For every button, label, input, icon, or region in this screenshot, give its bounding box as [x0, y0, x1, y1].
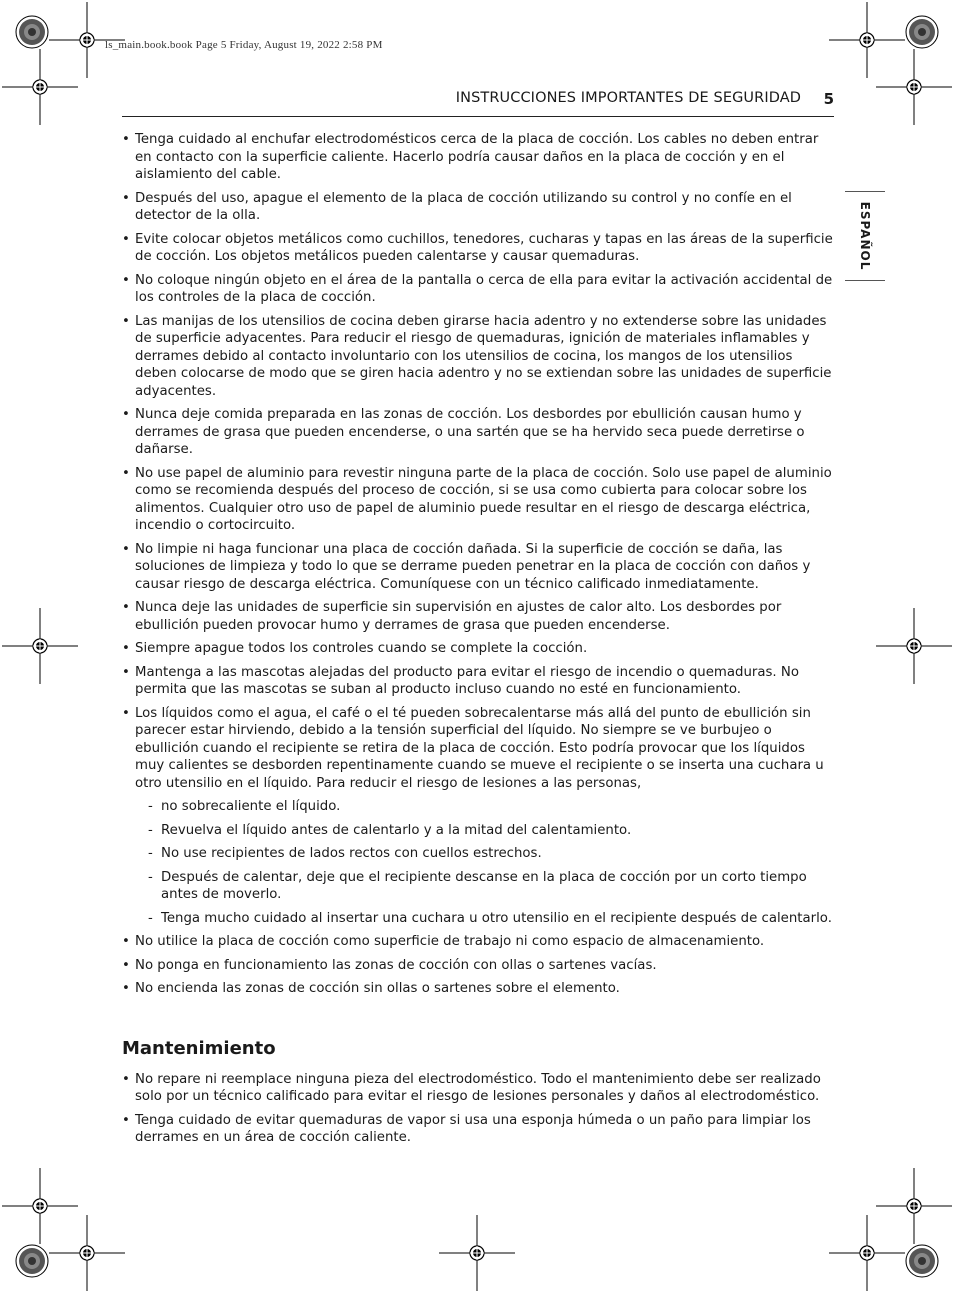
rosette-icon	[16, 16, 48, 48]
crosshair-icon	[829, 1215, 905, 1291]
list-item: • Tenga cuidado de evitar quemaduras de vapor si usa una esponja húmeda o un paño para limpiar los derrames en un área de cocción caliente.	[122, 1112, 834, 1147]
list-item: • Después del uso, apague el elemento de la placa de cocción utilizando su control y no confíe en el detector de la olla.	[122, 190, 834, 225]
crosshair-icon	[876, 1168, 952, 1244]
crosshair-icon	[2, 1168, 78, 1244]
crosshair-icon	[829, 2, 905, 78]
header-title: INSTRUCCIONES IMPORTANTES DE SEGURIDAD	[455, 90, 801, 106]
list-item: • No limpie ni haga funcionar una placa de cocción dañada. Si la superficie de cocción se daña, las soluciones de limpieza y todo lo que se derrame pueden penetrar en la placa de cocción con daños y causar riesgo de descarga eléctrica. Comuníquese con un técnico calificado inmediatamente.	[122, 541, 834, 594]
list-item: • Mantenga a las mascotas alejadas del producto para evitar el riesgo de incendio o quemaduras. No permita que las mascotas se suban al producto incluso cuando no esté en funcionamiento.	[122, 664, 834, 699]
crosshair-icon	[2, 49, 78, 125]
language-label: ESPAÑOL	[858, 201, 872, 271]
sub-list-item: - Después de calentar, deje que el recipiente descanse en la placa de cocción por un corto tiempo antes de moverlo.	[135, 869, 834, 904]
list-item: • No utilice la placa de cocción como superficie de trabajo ni como espacio de almacenamiento.	[122, 933, 834, 951]
rosette-icon	[16, 1245, 48, 1277]
list-item: • Evite colocar objetos metálicos como cuchillos, tenedores, cucharas y tapas en las áreas de la superficie de cocción. Los objetos metálicos pueden calentarse y causar quemaduras.	[122, 231, 834, 266]
sub-list-item: - Tenga mucho cuidado al insertar una cuchara u otro utensilio en el recipiente después de calentarlo.	[135, 910, 834, 928]
list-item: • Las manijas de los utensilios de cocina deben girarse hacia adentro y no extenderse sobre las unidades de superficie adyacentes. Para reducir el riesgo de quemaduras, ignición de materiales inflamables y derrames debido al contacto involuntario con los utensilios de cocina, los mangos de los utensilios deben colocarse de modo que se giren hacia adentro y no se extiendan sobre las unidades de superficie adyacentes.	[122, 313, 834, 401]
list-item: • No ponga en funcionamiento las zonas de cocción con ollas o sartenes vacías.	[122, 957, 834, 975]
crosshair-icon	[876, 608, 952, 684]
list-item: • No encienda las zonas de cocción sin ollas o sartenes sobre el elemento.	[122, 980, 834, 998]
crosshair-icon	[49, 1215, 125, 1291]
print-slug-line: ls_main.book.book Page 5 Friday, August 19, 2022 2:58 PM	[105, 39, 383, 51]
sub-list-item: - No use recipientes de lados rectos con cuellos estrechos.	[135, 845, 834, 863]
crosshair-icon	[49, 2, 125, 78]
rosette-icon	[906, 1245, 938, 1277]
crosshair-icon	[2, 608, 78, 684]
rosette-icon	[906, 16, 938, 48]
list-item: • Tenga cuidado al enchufar electrodomésticos cerca de la placa de cocción. Los cables no deben entrar en contacto con la superficie caliente. Hacerlo podría causar daños en la placa de cocción y en el aislamiento del cable.	[122, 131, 834, 184]
crosshair-icon	[439, 1215, 515, 1291]
list-item-text: Los líquidos como el agua, el café o el té pueden sobrecalentarse más allá del punto de ebullición sin parecer estar hirviendo, debido a la tensión superficial del líquido. No siempre se ve burbujeo o ebullición cuando el recipiente se retira de la placa de cocción. Esto podría provocar que los líquidos muy calientes se desborden repentinamente cuando se mueve el recipiente o se inserta una cuchara u otro utensilio en el líquido. Para reducir el riesgo de lesiones a las personas,	[135, 705, 824, 791]
list-item: • No coloque ningún objeto en el área de la pantalla o cerca de ella para evitar la activación accidental de los controles de la placa de cocción.	[122, 272, 834, 307]
sub-list-item: - no sobrecaliente el líquido.	[135, 798, 834, 816]
list-item: • Nunca deje las unidades de superficie sin supervisión en ajustes de calor alto. Los desbordes por ebullición pueden provocar humo y derrames de grasa que pueden encenderse.	[122, 599, 834, 634]
maintenance-heading: Mantenimiento	[122, 1037, 276, 1059]
page-number: 5	[823, 90, 834, 108]
list-item: • No repare ni reemplace ninguna pieza del electrodoméstico. Todo el mantenimiento debe ser realizado solo por un técnico calificado para evitar el riesgo de lesiones personales y daños al electrodoméstico.	[122, 1071, 834, 1106]
sub-list-item: - Revuelva el líquido antes de calentarlo y a la mitad del calentamiento.	[135, 822, 834, 840]
crosshair-icon	[876, 49, 952, 125]
list-item: • No use papel de aluminio para revestir ninguna parte de la placa de cocción. Solo use papel de aluminio como se recomienda después del proceso de cocción, si se usa como cubierta para colocar sobre los alimentos. Cualquier otro uso de papel de aluminio puede resultar en el riesgo de descarga eléctrica, incendio o cortocircuito.	[122, 465, 834, 535]
list-item: • Siempre apague todos los controles cuando se complete la cocción.	[122, 640, 834, 658]
list-item: • Nunca deje comida preparada en las zonas de cocción. Los desbordes por ebullición causan humo y derrames de grasa que pueden encenderse, o una sartén que se ha hervido seca puede derretirse o dañarse.	[122, 406, 834, 459]
